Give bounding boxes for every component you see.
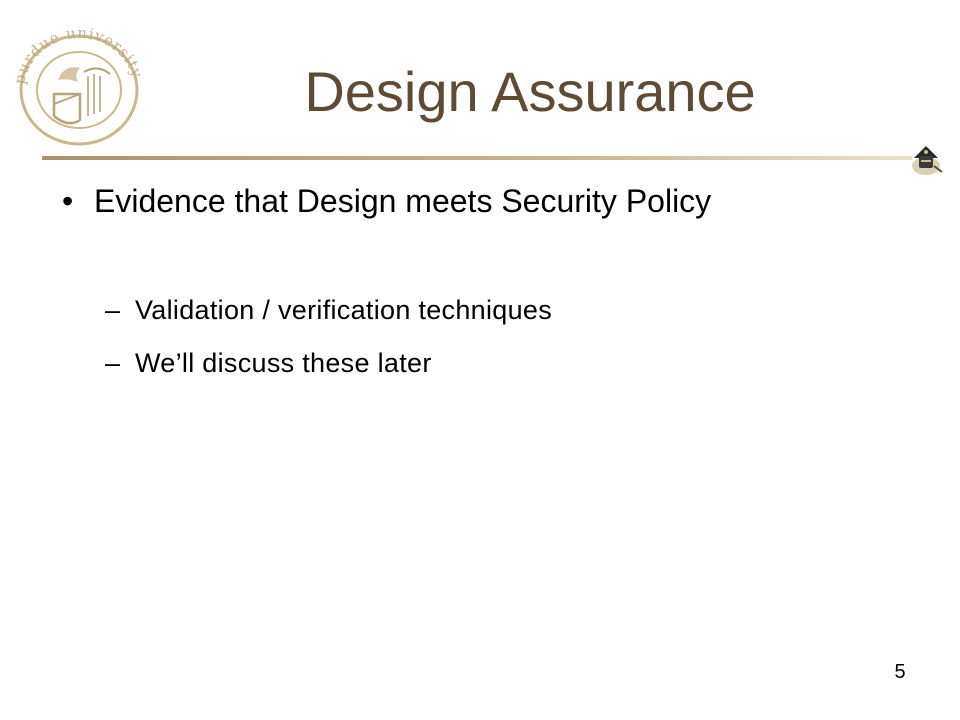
sub-bullet-marker: –: [105, 348, 121, 378]
sub-bullet-text: Validation / verification techniques: [135, 295, 553, 325]
sub-bullet-item: [105, 346, 865, 380]
bullet-text: Evidence that Design meets Security Policy: [94, 183, 712, 219]
seal-text: purdue university: [10, 24, 147, 86]
sub-bullet-marker: –: [105, 295, 121, 325]
page-number: 5: [894, 661, 906, 683]
sub-bullet-item: [105, 293, 865, 327]
slide-title: Design Assurance: [304, 60, 756, 123]
sub-bullet-text: We’ll discuss these later: [135, 348, 432, 378]
bullet-item: [62, 180, 862, 222]
bullet-marker: •: [62, 183, 74, 219]
